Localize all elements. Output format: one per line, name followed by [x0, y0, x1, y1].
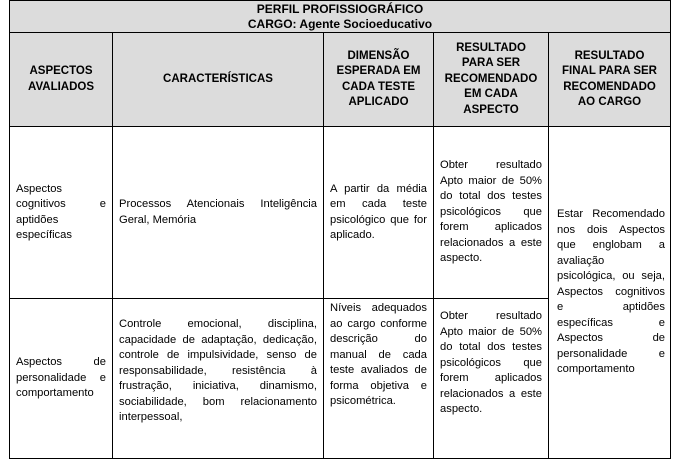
- header-result: RESULTADO PARA SER RECOMENDADO EM CADA ASPECTO: [434, 33, 549, 127]
- header-aspects: ASPECTOS AVALIADOS: [10, 33, 113, 127]
- final-result-cell: [549, 127, 671, 459]
- header-characteristics: CARACTERÍSTICAS: [113, 33, 324, 127]
- row2-dimension: Níveis adequados ao cargo conforme descrição do manual de cada teste avaliados de forma objetiva e psicométrica.: [324, 299, 434, 459]
- row2-aspect: Aspectos de personalidade e comportamento: [10, 299, 113, 459]
- row1-aspect: Aspectos cognitivos e aptidões específicas: [10, 127, 113, 299]
- header-final-result: RESULTADO FINAL PARA SER RECOMENDADO AO CARGO: [549, 33, 671, 127]
- row1-dimension: A partir da média em cada teste psicológico que for aplicado.: [324, 127, 434, 299]
- profile-table: [9, 0, 671, 459]
- row1-result: Obter resultado Apto maior de 50% do total dos testes psicológicos que forem aplicados relacionados a este aspecto.: [434, 127, 549, 299]
- table-title-cell: [10, 1, 671, 33]
- row2-characteristics: Controle emocional, disciplina, capacidade de adaptação, dedicação, controle de impulsividade, senso de responsabilidade, resistência à frustração, iniciativa, dinamismo, sociabilidade, bom relacionamento interpessoal,: [113, 299, 324, 459]
- final-result-text: Estar Recomendado nos dois Aspectos que englobam a avaliação psicológica, ou seja, Aspectos cognitivos e aptidões específicas e Aspectos de personalidade e comportamento: [557, 208, 666, 376]
- row2-result: Obter resultado Apto maior de 50% do total dos testes psicológicos que forem aplicados relacionados a este aspecto.: [434, 299, 549, 459]
- row1-characteristics: Processos Atencionais Inteligência Geral, Memória: [113, 127, 324, 299]
- header-dimension: DIMENSÃO ESPERADA EM CADA TESTE APLICADO: [324, 33, 434, 127]
- document-subtitle: CARGO: Agente Socioeducativo: [247, 16, 433, 31]
- document-title: PERFIL PROFISSIOGRÁFICO: [256, 1, 424, 16]
